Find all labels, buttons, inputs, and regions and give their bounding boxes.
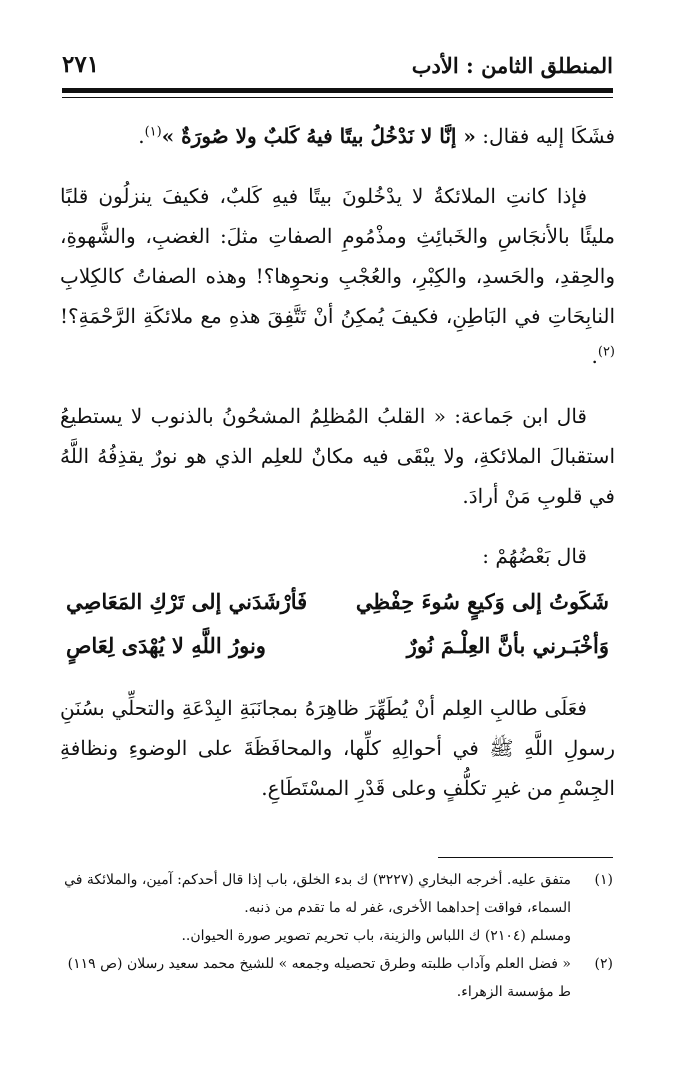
footnote-item [60,922,613,950]
poem [66,580,609,668]
paragraph-hadith [60,116,615,156]
paragraph-angels [60,176,615,376]
paragraph-end: . [591,344,598,368]
poem-hemistich-second: فَأرْشَدَني إلى تَرْكِ المَعَاصِي [66,589,308,614]
footnote-ref-2[interactable]: (٢) [597,344,615,360]
header-rule-thick [62,88,613,93]
poem-verse [66,580,609,624]
footnote-number: (١) [594,872,613,888]
footnote-text: متفق عليه. أخرجه البخاري (٣٢٢٧) ك بدء الخلق، باب إذا قال أحدكم: آمين، والملائكة في السماء، فواقت إحداهما الأخرى، غفر له ما تقدم من ذنبه. [64,872,571,916]
footnotes [60,866,613,1006]
page-number: ٢٧١ [62,51,100,78]
header-rule-thin [62,97,613,98]
hadith-quote: « إنَّا لا نَدْخُلُ بيتًا فيهُ كَلبٌ ولا صُورَةٌ » [161,124,476,148]
footnote-item [60,866,613,922]
paragraph-ibn-jamaa: قال ابن جَماعة: « القلبُ المُظلِمُ المشحُونُ بالذنوب لا يستطيعُ استقبالَ الملائكةِ، ولا يبْقَى فيه مكانٌ للعلِم الذي هو نورٌ يقذِفُهُ اللَّهُ في قلوبِ مَنْ أرادَ. [60,404,615,508]
paragraph-end: . [138,124,145,148]
poem-hemistich-first: شَكَوتُ إلى وَكيعٍ سُوءَ حِفْظِي [355,589,609,614]
poem-verse [66,624,609,668]
hadith-intro: فشَكَا إليه فقال: [475,124,615,148]
footnote-item [60,950,613,1006]
paragraph-angels-text: فإذا كانتِ الملائكةُ لا يدْخُلونَ بيتًا فيهِ كَلبٌ، فكيفَ ينزلُون قلبًا مليئًا بالأنجَاسِ والخَبائِثِ ومذْمُومِ الصفاتِ مثلَ: الغضبِ، والشَّهوةِ، والحِقدِ، والحَسدِ، والكِبْرِ، والعُجْبِ ونحوِها؟! وهذه الصفاتُ كالكِلابِ النابِحَاتِ في البَاطِنِ، فكيفَ يُمكِنُ أنْ تَتَّفِقَ هذهِ مع ملائكَةِ الرَّحْمَةِ؟! [60,184,615,328]
footnote-number: (٢) [594,956,613,972]
footnote-text: ومسلم (٢١٠٤) ك اللباس والزينة، باب تحريم تصوير صورة الحيوان.. [181,928,571,944]
paragraph-student-duty: فعَلَى طالبِ العِلم أنْ يُطَهِّرَ ظاهِرَهُ بمجانَبَةِ البِدْعَةِ والتحلِّي بسُنَنِ رسولِ اللَّهِ ﷺ في أحوالِهِ كلِّها، والمحافَظَةَ على الوضوءِ ونظافةِ الجِسْمِ من غيرِ تكلُّفٍ وعلى قَدْرِ المسْتَطَاعِ. [60,696,615,800]
running-header [62,46,613,78]
footnote-ref-1[interactable]: (١) [144,124,162,140]
poem-hemistich-first: وَأخْبَـرني بأنَّ العِلْـمَ نُورٌ [406,633,609,658]
footnote-separator [438,857,613,858]
body-text [60,116,615,828]
footnote-text: « فضل العلم وآداب طلبته وطرق تحصيله وجمعه » للشيخ محمد سعيد رسلان (ص ١١٩) ط مؤسسة الزهراء. [67,956,571,1000]
chapter-title: المنطلق الثامن : الأدب [411,53,613,78]
poem-intro: قال بَعْضُهُمْ : [482,544,587,568]
poem-hemistich-second: ونورُ اللَّهِ لا يُهْدَى لِعَاصٍ [66,633,266,658]
